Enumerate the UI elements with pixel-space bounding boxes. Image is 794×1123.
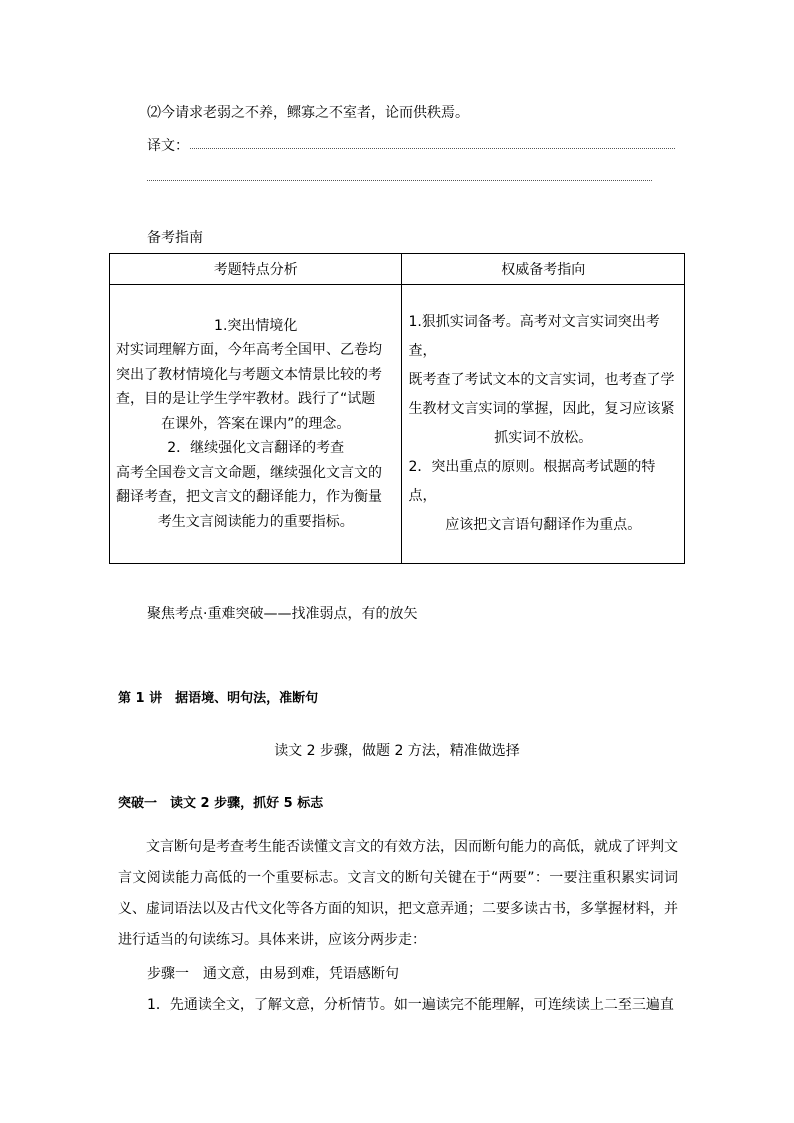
focus-heading: 聚焦考点·重难突破——找准弱点，有的放矢 [147, 606, 418, 622]
header-direction: 权威备考指向 [402, 254, 685, 285]
subtitle: 读文 2 步骤，做题 2 方法，精准做选择 [274, 743, 520, 759]
analysis-point-1-title: 1.突出情境化 [214, 317, 298, 334]
analysis-point-2-title: 2．继续强化文言翻译的考查 [167, 440, 345, 457]
guide-title: 备考指南 [147, 230, 203, 246]
step-1: 步骤一 通文意，由易到难，凭语感断句 [147, 966, 399, 982]
analysis-line: 突出了教材情境化与考题文本情景比较的考 [116, 366, 382, 383]
item-1: 1．先通读全文，了解文意，分析情节。如一遍读完不能理解，可连续读上二至三遍直 [147, 997, 674, 1013]
direction-line: 2．突出重点的原则。根据高考试题的特点， [408, 459, 656, 504]
analysis-line: 在课外，答案在课内”的理念。 [161, 415, 351, 432]
lesson-title: 第 1 讲 据语境、明句法，准断句 [118, 691, 319, 706]
breakthrough-heading: 突破一 读文 2 步骤，抓好 5 标志 [118, 796, 324, 811]
direction-line: 抓实词不放松。 [494, 430, 593, 446]
exercise-sentence: ⑵今请求老弱之不养，鳏寡之不室者，论而供秩焉。 [147, 105, 469, 121]
analysis-line: 高考全国卷文言文命题，继续强化文言文的 [116, 464, 382, 481]
direction-line: 1.狠抓实词备考。高考对文言实词突出考查， [408, 314, 660, 359]
answer-line-2 [147, 180, 652, 181]
answer-line-1 [190, 148, 675, 149]
analysis-line: 翻译考查，把文言文的翻译能力，作为衡量 [116, 489, 382, 506]
translation-label: 译文： [147, 138, 189, 154]
body-paragraph: 文言断句是考查考生能否读懂文言文的有效方法，因而断句能力的高低，就成了评判文言文阅读能力高低的一个重要标志。文言文的断句关键在于“两要”：一要注重积累实词词义、虚词语法以及古代文化等各方面的知识，把文意弄通；二要多读古书，多掌握材料，并进行适当的句读练习。具体来讲，应该分两步走： [118, 839, 678, 948]
direction-line: 既考查了考试文本的文言实词，也考查了学 [408, 372, 675, 388]
analysis-line: 考生文言阅读能力的重要指标。 [157, 513, 354, 530]
direction-line: 生教材文言实词的掌握，因此，复习应该紧 [408, 401, 675, 417]
analysis-line: 对实词理解方面，今年高考全国甲、乙卷均 [116, 342, 382, 359]
direction-cell [402, 285, 685, 564]
analysis-line: 查，目的是让学生学牢教材。践行了“试题 [116, 391, 376, 408]
analysis-cell [110, 285, 402, 564]
guide-table [109, 253, 685, 564]
direction-line: 应该把文言语句翻译作为重点。 [445, 517, 642, 533]
header-analysis: 考题特点分析 [110, 254, 402, 285]
